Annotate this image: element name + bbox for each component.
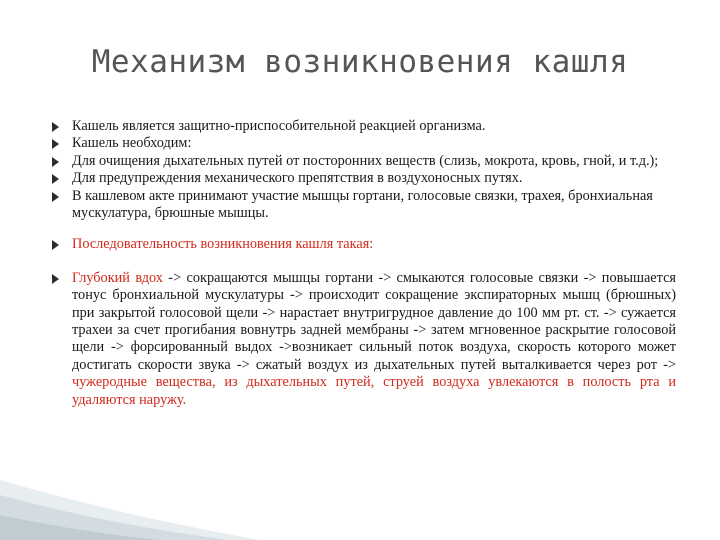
item-text: Кашель является защитно-приспособительной реакцией организма. bbox=[72, 118, 486, 134]
item-text: Кашель необходим: bbox=[72, 135, 192, 152]
arrow-bullet-icon bbox=[52, 122, 59, 132]
sequence-item bbox=[52, 270, 676, 409]
sequence-start: Глубокий вдох bbox=[72, 269, 163, 286]
list-item bbox=[52, 135, 676, 152]
arrow-bullet-icon bbox=[52, 139, 59, 149]
item-text: Для очищения дыхательных путей от посторонних веществ (слизь, мокрота, кровь, гной, и т.д.); bbox=[72, 152, 659, 169]
sequence-end: чужеродные вещества, из дыхательных путей, струей воздуха увлекаются в полость рта и удаляются наружу. bbox=[72, 374, 676, 408]
item-text: В кашлевом акте принимают участие мышцы гортани, голосовые связки, трахея, бронхиальная мускулатура, брюшные мышцы. bbox=[72, 187, 653, 222]
arrow-bullet-icon bbox=[52, 274, 59, 284]
sequence-middle: -> сокращаются мышцы гортани -> смыкаются голосовые связки -> повышается тонус бронхиальной мускулатуры -> происходит сокращение экспираторных мышц (брюшных) при закрытой голосовой щели -> нарастает внутригрудное давление до 100 мм рт. ст. -> сужается трахеи за счет прогибания вовнутрь задней мембраны -> затем мгновенное раскрытие голосовой щели -> форсированный выдох ->возникает сильный поток воздуха, скорость которого может достигать скорости звука -> сжатый воздух из дыхательных путей выталкивается через рот -> bbox=[72, 269, 676, 373]
arrow-bullet-icon bbox=[52, 174, 59, 184]
item-text: Для предупреждения механического препятствия в воздухоносных путях. bbox=[72, 170, 523, 187]
sequence-heading: Последовательность возникновения кашля такая: bbox=[72, 236, 374, 253]
page-title: Механизм возникновения кашля bbox=[91, 44, 629, 80]
decorative-corner-swoosh bbox=[0, 420, 260, 540]
arrow-bullet-icon bbox=[52, 157, 59, 167]
list-item bbox=[52, 188, 676, 223]
list-item bbox=[52, 170, 676, 187]
arrow-bullet-icon bbox=[52, 240, 59, 250]
list-item bbox=[52, 118, 676, 135]
list-item bbox=[52, 153, 676, 170]
content-list bbox=[52, 118, 676, 409]
sequence-heading-item bbox=[52, 236, 676, 253]
arrow-bullet-icon bbox=[52, 192, 59, 202]
